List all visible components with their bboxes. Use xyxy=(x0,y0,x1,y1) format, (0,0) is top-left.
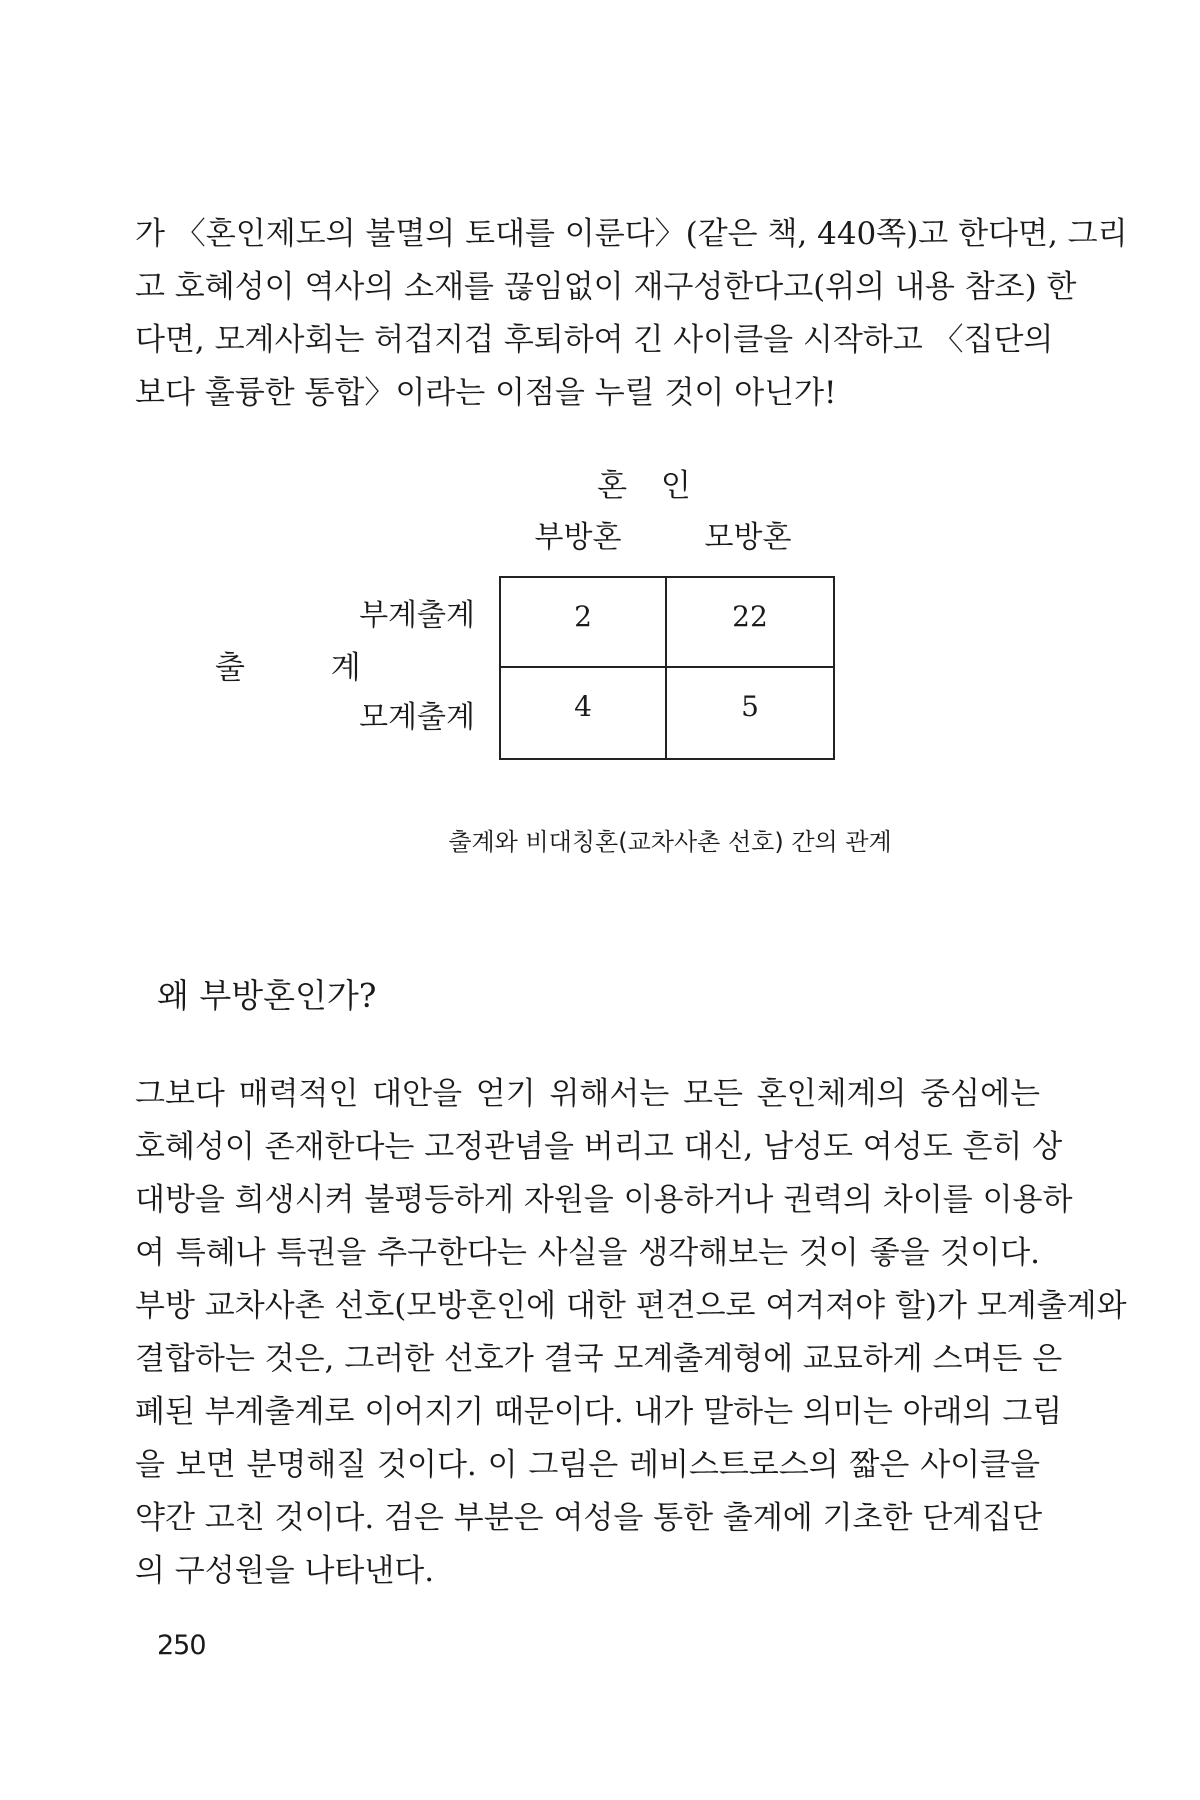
text-line: 그보다 매력적인 대안을 얻기 위해서는 모든 혼인체계의 중심에는 xyxy=(135,1076,1040,1112)
text-line: 폐된 부계출계로 이어지기 때문이다. 내가 말하는 의미는 아래의 그림 xyxy=(135,1394,1063,1430)
paragraph-continued xyxy=(135,208,1128,420)
text-line: 부방 교차사촌 선호(모방혼인에 대한 편견으로 여겨져야 할)가 모계출계와 xyxy=(135,1288,1127,1324)
text-line: 결합하는 것은, 그러한 선호가 결국 모계출계형에 교묘하게 스며든 은 xyxy=(135,1341,1063,1377)
row-header-patrilineal: 부계출계 xyxy=(359,598,475,633)
table-cell: 2 xyxy=(501,578,667,668)
page-number: 250 xyxy=(157,1630,206,1661)
body-paragraph xyxy=(135,1068,1127,1598)
text-line: 다면, 모계사회는 허겁지겁 후퇴하여 긴 사이클을 시작하고 〈집단의 xyxy=(135,322,1054,358)
section-heading: 왜 부방혼인가? xyxy=(157,976,377,1015)
text-line: 고 호혜성이 역사의 소재를 끊임없이 재구성한다고(위의 내용 참조) 한 xyxy=(135,269,1077,305)
column-header-patrilocal: 부방혼 xyxy=(534,520,622,555)
table-cell: 5 xyxy=(741,690,759,723)
text-line: 약간 고친 것이다. 검은 부분은 여성을 통한 출계에 기초한 단계집단 xyxy=(135,1500,1043,1536)
row-group-label: 출 계 xyxy=(215,650,399,686)
row-header-matrilineal: 모계출계 xyxy=(359,700,475,735)
table-title: 혼 인 xyxy=(597,468,703,504)
text-line: 호혜성이 존재한다는 고정관념을 버리고 대신, 남성도 여성도 흔히 상 xyxy=(135,1129,1063,1165)
table-cell: 4 xyxy=(501,668,667,758)
table-cell: 22 xyxy=(667,578,833,668)
text-line: 을 보면 분명해질 것이다. 이 그림은 레비스트로스의 짧은 사이클을 xyxy=(135,1447,1040,1483)
text-line: 여 특혜나 특권을 추구한다는 사실을 생각해보는 것이 좋을 것이다. xyxy=(135,1235,1040,1271)
text-line: 대방을 희생시켜 불평등하게 자원을 이용하거나 권력의 차이를 이용하 xyxy=(135,1182,1073,1218)
table-caption: 출계와 비대칭혼(교차사촌 선호) 간의 관계 xyxy=(448,828,892,856)
text-line: 의 구성원을 나타낸다. xyxy=(135,1553,435,1589)
cross-table xyxy=(499,576,835,760)
text-line: 보다 훌륭한 통합〉이라는 이점을 누릴 것이 아닌가! xyxy=(135,375,837,411)
text-line: 가 〈혼인제도의 불멸의 토대를 이룬다〉(같은 책, 440쪽)고 한다면, 그리 xyxy=(135,216,1128,252)
column-header-matrilocal: 모방혼 xyxy=(704,520,792,555)
